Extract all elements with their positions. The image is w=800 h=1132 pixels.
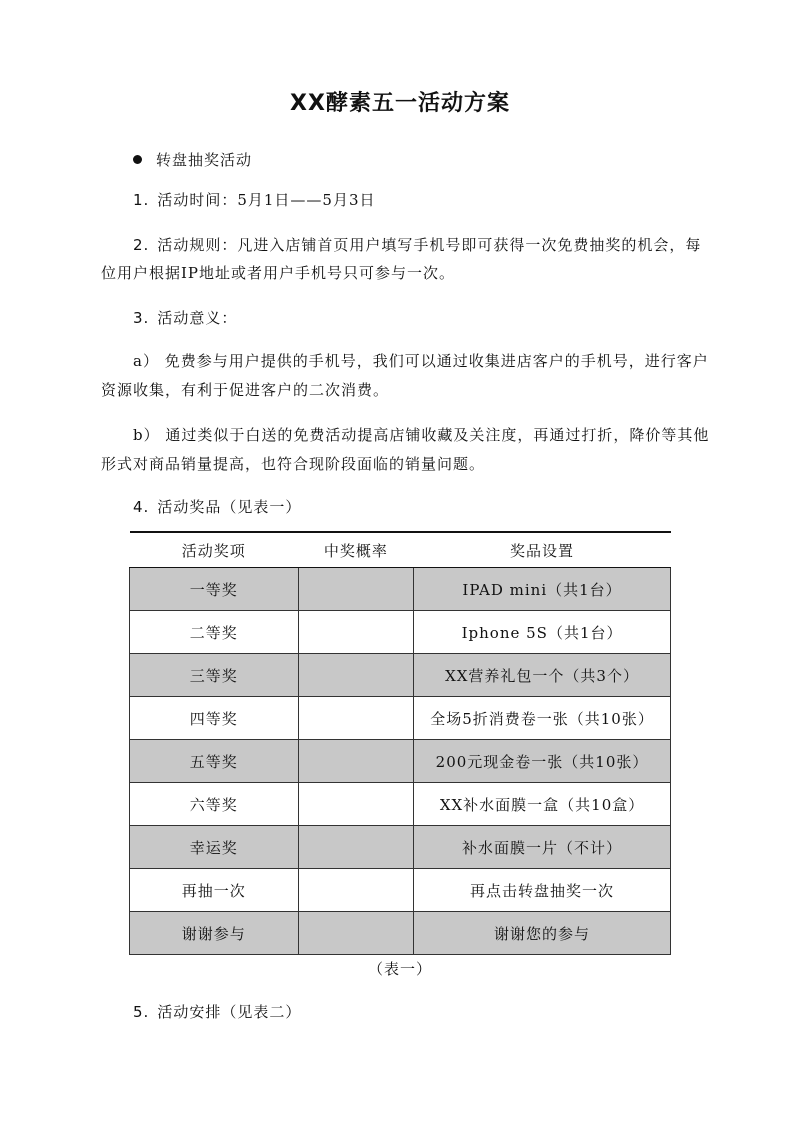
cell-probability	[298, 912, 413, 955]
header-prize: 奖品设置	[414, 532, 671, 568]
header-award: 活动奖项	[130, 532, 299, 568]
cell-prize: XX补水面膜一盒（共10盒）	[414, 783, 671, 826]
item-number: 2.	[133, 236, 150, 254]
cell-award: 二等奖	[130, 611, 299, 654]
item-number: 4.	[133, 498, 150, 516]
prize-table	[129, 531, 671, 955]
cell-award: 四等奖	[130, 697, 299, 740]
cell-probability	[298, 869, 413, 912]
cell-probability	[298, 568, 413, 611]
item-number: 3.	[133, 309, 150, 327]
cell-probability	[298, 826, 413, 869]
item-meaning	[133, 307, 237, 328]
item-prizes	[133, 496, 301, 517]
item-time-text: 活动时间：5月1日——5月3日	[157, 191, 376, 209]
table-row	[130, 912, 671, 955]
sub-item-a-line2: 资源收集，有利于促进客户的二次消费。	[101, 381, 390, 399]
table-header-row	[130, 532, 671, 568]
cell-award: 一等奖	[130, 568, 299, 611]
page-title: XX酵素五一活动方案	[290, 91, 510, 116]
sub-item-b-line2: 形式对商品销量提高，也符合现阶段面临的销量问题。	[101, 455, 486, 473]
table-row	[130, 654, 671, 697]
cell-prize: Iphone 5S（共1台）	[414, 611, 671, 654]
item-prizes-text: 活动奖品（见表一）	[157, 498, 302, 516]
cell-prize: 再点击转盘抽奖一次	[414, 869, 671, 912]
cell-award: 三等奖	[130, 654, 299, 697]
cell-probability	[298, 740, 413, 783]
bullet-icon	[133, 155, 142, 164]
table-caption: （表一）	[367, 960, 432, 978]
item-number: 1.	[133, 191, 150, 209]
cell-probability	[298, 697, 413, 740]
cell-prize: 200元现金卷一张（共10张）	[414, 740, 671, 783]
item-meaning-text: 活动意义：	[157, 309, 238, 327]
cell-award: 六等奖	[130, 783, 299, 826]
cell-award: 谢谢参与	[130, 912, 299, 955]
table-row	[130, 740, 671, 783]
cell-award: 五等奖	[130, 740, 299, 783]
cell-probability	[298, 783, 413, 826]
table-row	[130, 783, 671, 826]
item-rules-line2: 位用户根据IP地址或者用户手机号只可参与一次。	[101, 264, 456, 282]
item-rules-line1: 活动规则：凡进入店铺首页用户填写手机号即可获得一次免费抽奖的机会，每	[157, 236, 702, 254]
section-bullet	[133, 149, 252, 170]
section-bullet-text: 转盘抽奖活动	[156, 151, 253, 169]
cell-award: 再抽一次	[130, 869, 299, 912]
table-row	[130, 697, 671, 740]
table-row	[130, 611, 671, 654]
cell-award: 幸运奖	[130, 826, 299, 869]
cell-prize: 补水面膜一片（不计）	[414, 826, 671, 869]
sub-item-b-line1: b） 通过类似于白送的免费活动提高店铺收藏及关注度，再通过打折，降价等其他	[133, 426, 710, 444]
cell-probability	[298, 611, 413, 654]
header-probability: 中奖概率	[298, 532, 413, 568]
item-schedule	[133, 1001, 301, 1022]
sub-item-a-line1: a） 免费参与用户提供的手机号，我们可以通过收集进店客户的手机号，进行客户	[133, 352, 709, 370]
item-schedule-text: 活动安排（见表二）	[157, 1003, 302, 1021]
cell-prize: IPAD mini（共1台）	[414, 568, 671, 611]
item-number: 5.	[133, 1003, 150, 1021]
cell-prize: 谢谢您的参与	[414, 912, 671, 955]
cell-prize: 全场5折消费卷一张（共10张）	[414, 697, 671, 740]
table-row	[130, 826, 671, 869]
cell-prize: XX营养礼包一个（共3个）	[414, 654, 671, 697]
item-time	[133, 189, 376, 210]
cell-probability	[298, 654, 413, 697]
table-row	[130, 568, 671, 611]
table-row	[130, 869, 671, 912]
item-rules	[133, 234, 701, 255]
